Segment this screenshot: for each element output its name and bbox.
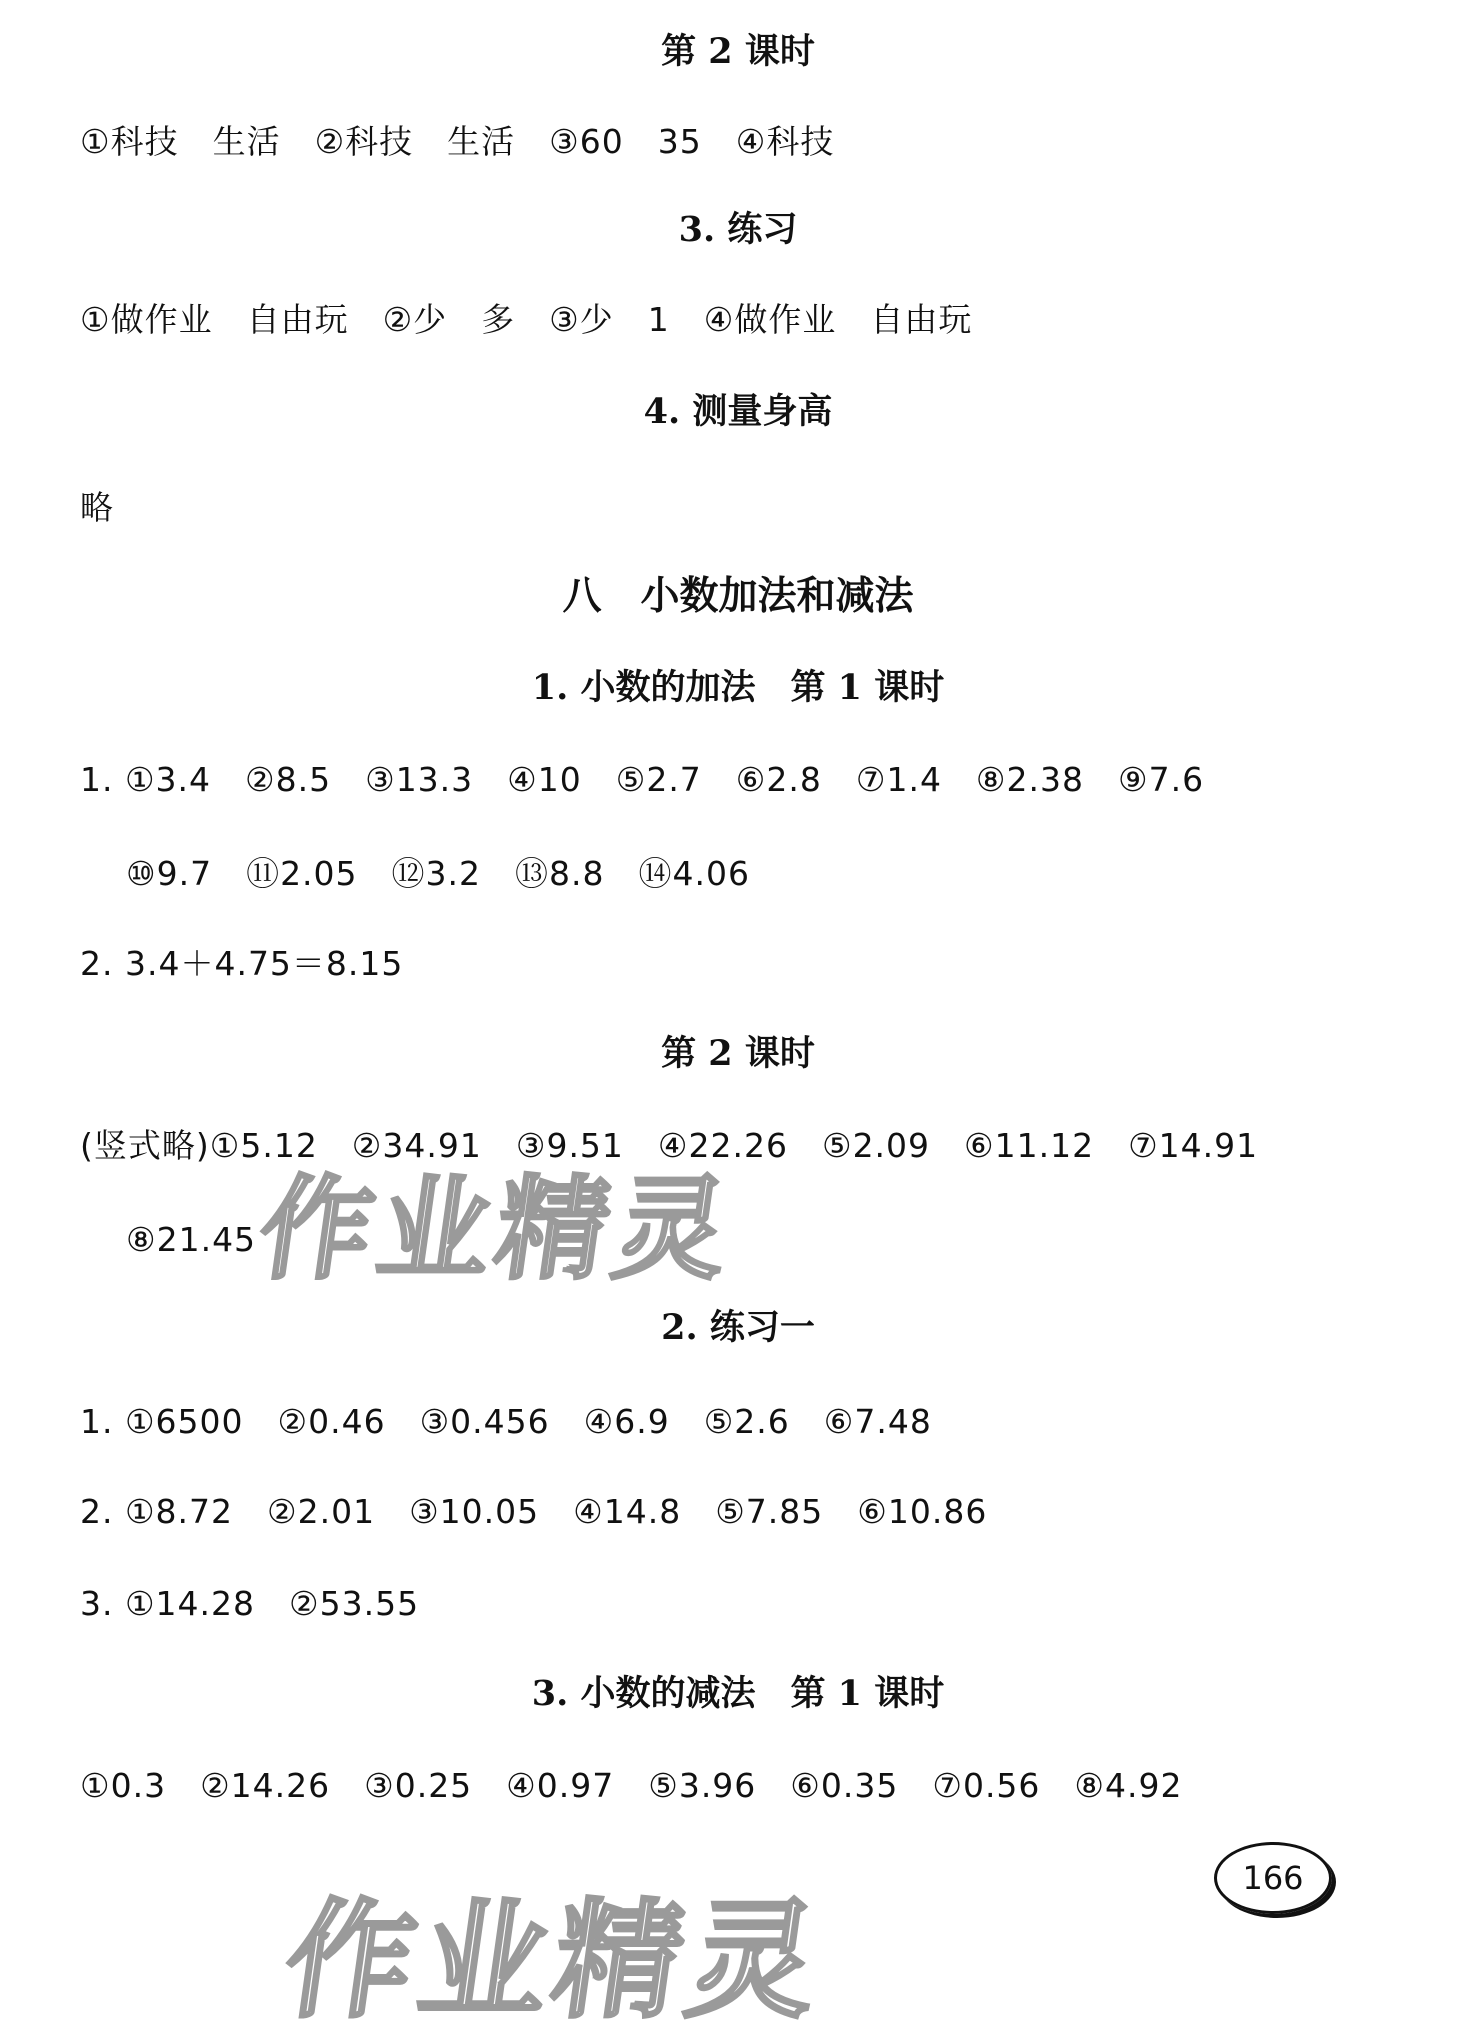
answer-line: ①0.3 ②14.26 ③0.25 ④0.97 ⑤3.96 ⑥0.35 ⑦0.56 ⑧4.92	[80, 1766, 1183, 1805]
page-number-badge: 166	[1214, 1842, 1332, 1914]
answer-line: ⑧21.45	[126, 1220, 257, 1259]
chapter-heading: 八 小数加法和减法	[562, 573, 914, 619]
watermark: 作业精灵	[275, 1887, 833, 2036]
section-heading-practice: 3. 练习	[678, 209, 798, 250]
section-heading-exercise-1: 2. 练习一	[661, 1307, 815, 1348]
section-heading-measure-height: 4. 测量身高	[643, 391, 833, 432]
section-heading-lesson-2b: 第 2 课时	[661, 1033, 815, 1074]
watermark: 作业精灵	[251, 1165, 742, 1295]
answer-line: 1. ①3.4 ②8.5 ③13.3 ④10 ⑤2.7 ⑥2.8 ⑦1.4 ⑧2.38 ⑨7.6	[80, 760, 1205, 799]
answer-line: ①科技 生活 ②科技 生活 ③60 35 ④科技	[80, 122, 835, 161]
answer-line: 2. ①8.72 ②2.01 ③10.05 ④14.8 ⑤7.85 ⑥10.86	[80, 1492, 988, 1531]
answer-line: ⑩9.7 ⑪2.05 ⑫3.2 ⑬8.8 ⑭4.06	[126, 854, 750, 893]
section-heading-decimal-addition: 1. 小数的加法 第 1 课时	[531, 667, 945, 708]
answer-line: 2. 3.4＋4.75＝8.15	[80, 944, 404, 983]
answer-line: ①做作业 自由玩 ②少 多 ③少 1 ④做作业 自由玩	[80, 300, 973, 339]
answer-line: (竖式略)①5.12 ②34.91 ③9.51 ④22.26 ⑤2.09 ⑥11.12 ⑦14.91	[80, 1126, 1259, 1165]
answer-line: 3. ①14.28 ②53.55	[80, 1584, 420, 1623]
section-heading-lesson-2: 第 2 课时	[661, 31, 815, 72]
answer-line: 1. ①6500 ②0.46 ③0.456 ④6.9 ⑤2.6 ⑥7.48	[80, 1402, 932, 1441]
section-heading-decimal-subtraction: 3. 小数的减法 第 1 课时	[531, 1673, 945, 1714]
answer-line: 略	[80, 488, 114, 527]
